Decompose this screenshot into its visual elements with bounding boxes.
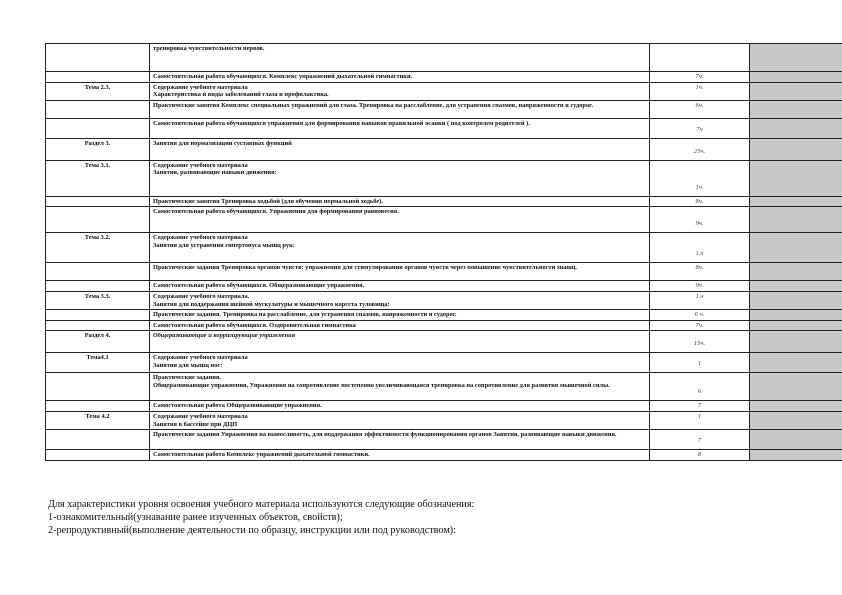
table-row	[46, 82, 842, 100]
hours-cell	[650, 401, 750, 412]
hours-value: 15ч.	[693, 340, 706, 348]
topic-cell	[46, 196, 150, 207]
level-cell	[750, 281, 842, 292]
hours-cell	[650, 196, 750, 207]
level-cell	[750, 118, 842, 138]
hours-cell	[650, 373, 750, 401]
topic-cell: Тема 3.3.	[46, 291, 150, 309]
hours-cell	[650, 430, 750, 450]
hours-value: 1ч.	[695, 83, 704, 91]
hours-cell	[650, 263, 750, 281]
level-cell	[750, 310, 842, 321]
hours-cell	[650, 138, 750, 160]
hours-value: 7ч.	[695, 321, 704, 329]
level-cell	[750, 320, 842, 331]
topic-cell	[46, 263, 150, 281]
topic-cell	[46, 100, 150, 118]
content-cell	[150, 44, 650, 72]
table-row	[46, 138, 842, 160]
content-cell	[150, 353, 650, 373]
legend-level-2: 2-репродуктивный(выполнение деятельности по образцу, инструкции или под руководством):	[48, 525, 456, 536]
level-cell	[750, 373, 842, 401]
hours-value: 8ч.	[695, 264, 704, 272]
hours-value: 1.ч	[695, 250, 704, 258]
hours-cell	[650, 353, 750, 373]
content-line: Практические задания. Тренировка на расслабление, для устранения спазмов, напряженности и судорог.	[153, 311, 457, 319]
content-cell	[150, 263, 650, 281]
level-cell	[750, 138, 842, 160]
content-line: Самостоятельная работа обучающихся. Комплекс упражнений дыхательной гимнастики.	[153, 73, 413, 80]
level-cell	[750, 353, 842, 373]
content-line: Самостоятельная работа Общеразвивающие упражнения.	[153, 402, 322, 410]
table-row	[46, 401, 842, 412]
hours-value: 8	[697, 451, 702, 459]
content-cell	[150, 82, 650, 100]
level-cell	[750, 430, 842, 450]
content-cell	[150, 373, 650, 401]
hours-value: 6ч.	[695, 101, 704, 109]
content-cell	[150, 310, 650, 321]
table-row	[46, 207, 842, 233]
content-line: Содержание учебного материала	[153, 83, 248, 91]
level-cell	[750, 207, 842, 233]
content-cell	[150, 233, 650, 263]
content-cell	[150, 207, 650, 233]
table-row	[46, 411, 842, 429]
content-line: Общеразвивающие упражнения, Упражнения на сопротивление постепенно увеличивающаяся тренировка на сопротивление для развития мышечной силы.	[153, 381, 610, 389]
topic-cell: Тема4.1	[46, 353, 150, 373]
legend-level-1: 1-ознакомительный(узнавание ранее изученных объектов, свойств);	[48, 512, 343, 523]
hours-cell	[650, 450, 750, 461]
content-cell	[150, 291, 650, 309]
level-cell	[750, 82, 842, 100]
content-line: Самостоятельная работа обучающихся. Общеразвивающие упражнения.	[153, 282, 365, 290]
content-line: Практические занятия Комплекс специальных упражнений для глаза. Тренировка на расслабление, для устранения спазмов, напряженности и судорог.	[153, 101, 593, 109]
content-line: Занятия для мышц ног:	[153, 361, 223, 369]
table-row	[46, 450, 842, 461]
content-line: Занятия для устранения гипертонуса мышц рук:	[153, 241, 295, 249]
level-cell	[750, 233, 842, 263]
table-row	[46, 331, 842, 353]
table-row	[46, 320, 842, 331]
hours-cell	[650, 411, 750, 429]
topic-cell: Тема 3.2.	[46, 233, 150, 263]
content-line: Содержание учебного материала	[153, 234, 248, 242]
level-cell	[750, 263, 842, 281]
level-cell	[750, 160, 842, 196]
topic-cell	[46, 430, 150, 450]
topic-cell	[46, 207, 150, 233]
table-body	[46, 44, 842, 461]
table-row	[46, 353, 842, 373]
content-line: Практические занятия Тренировка ходьбой (для обучения нормальной ходьбе).	[153, 197, 383, 205]
content-cell	[150, 331, 650, 353]
content-line: Занятия для поддержания шейной мускулатуры и мышечного корсета туловища:	[153, 300, 390, 308]
topic-cell: Тема 3.1.	[46, 160, 150, 196]
hours-value: 7ч	[696, 125, 703, 133]
content-line: Самостоятельная работа обучающихся упражнения для формирования навыков правильной осанки ( под контролем родителей ).	[153, 119, 530, 127]
content-line: Самостоятельная работа обучающихся. Упражнения для формирования равновесия.	[153, 208, 399, 216]
topic-cell	[46, 44, 150, 72]
content-line: Содержание учебного материала	[153, 161, 248, 169]
hours-value: 6	[697, 388, 702, 396]
content-line: Содержание учебного материала	[153, 412, 248, 420]
content-line: Характеристика и виды заболеваний глаза и профилактика.	[153, 91, 329, 99]
hours-cell	[650, 118, 750, 138]
topic-cell	[46, 450, 150, 461]
table-row	[46, 72, 842, 83]
hours-value: 7	[697, 402, 702, 410]
content-line: Содержание учебного материала	[153, 354, 248, 362]
content-line: Занятия для нормализации суставных функций	[153, 139, 292, 147]
content-cell	[150, 160, 650, 196]
level-cell	[750, 450, 842, 461]
content-line: Практические задания Упражнения на выносливость, для поддержания эффективности функционирования органов Занятия, развивающие навыки движения.	[153, 431, 617, 439]
hours-value: 9ч.	[695, 220, 704, 228]
table-row	[46, 196, 842, 207]
topic-cell	[46, 310, 150, 321]
hours-cell	[650, 233, 750, 263]
level-cell	[750, 401, 842, 412]
table-row	[46, 281, 842, 292]
table-row	[46, 263, 842, 281]
hours-value: 1ч.	[695, 183, 704, 191]
hours-cell	[650, 281, 750, 292]
hours-cell	[650, 320, 750, 331]
level-cell	[750, 72, 842, 83]
hours-cell	[650, 72, 750, 83]
content-line: Занятия в бассейне при ДЦП	[153, 420, 238, 428]
table-row	[46, 373, 842, 401]
content-line: Самостоятельная работа Комплекс упражнений дыхательной гимнастики.	[153, 451, 370, 459]
hours-value: 9ч.	[695, 282, 704, 290]
hours-value: 8ч.	[695, 197, 704, 205]
content-cell	[150, 430, 650, 450]
table-row	[46, 118, 842, 138]
content-cell	[150, 196, 650, 207]
content-cell	[150, 72, 650, 83]
hours-value: 25ч.	[693, 147, 706, 155]
topic-cell	[46, 72, 150, 83]
level-cell	[750, 331, 842, 353]
level-cell	[750, 411, 842, 429]
topic-cell: Тема 4.2	[46, 411, 150, 429]
hours-value: 1.ч	[695, 292, 704, 300]
table-row	[46, 160, 842, 196]
hours-value: 7	[697, 437, 702, 445]
content-line: Практические задания.	[153, 374, 221, 382]
table-row	[46, 44, 842, 72]
topic-cell	[46, 401, 150, 412]
content-cell	[150, 450, 650, 461]
content-cell	[150, 401, 650, 412]
content-cell	[150, 100, 650, 118]
legend-notes	[48, 498, 808, 537]
content-cell	[150, 138, 650, 160]
content-cell	[150, 281, 650, 292]
topic-cell	[46, 281, 150, 292]
hours-cell	[650, 160, 750, 196]
hours-value: 7ч.	[695, 73, 704, 80]
table-row	[46, 430, 842, 450]
topic-cell	[46, 320, 150, 331]
content-cell	[150, 411, 650, 429]
content-line: Общеразвивающие и корригирующие упражнения	[153, 332, 296, 340]
hours-cell	[650, 100, 750, 118]
legend-intro: Для характеристики уровня освоения учебного материала используются следующие обозначения:	[48, 499, 475, 510]
table-row	[46, 310, 842, 321]
content-cell	[150, 320, 650, 331]
hours-cell	[650, 331, 750, 353]
level-cell	[750, 291, 842, 309]
hours-value: 1	[697, 412, 702, 420]
level-cell	[750, 196, 842, 207]
topic-cell: Раздел 4.	[46, 331, 150, 353]
content-line: Практические задания Тренировка органов чувств: упражнения для стимулирования органов чувств через повышение чувствительности мышц.	[153, 264, 577, 272]
hours-value: 1	[697, 360, 702, 368]
hours-cell	[650, 44, 750, 72]
content-cell	[150, 118, 650, 138]
topic-cell: Раздел 3.	[46, 138, 150, 160]
content-line: Занятия, развивающие навыки движения:	[153, 169, 277, 177]
topic-cell	[46, 373, 150, 401]
hours-cell	[650, 82, 750, 100]
level-cell	[750, 44, 842, 72]
content-line: Содержание учебного материала.	[153, 292, 250, 300]
content-line: Самостоятельная работа обучающихся. Оздоровительная гимнастика	[153, 321, 356, 329]
table-row	[46, 291, 842, 309]
curriculum-table	[45, 43, 842, 461]
table-row	[46, 233, 842, 263]
content-line: тренировка чувствительности нервов.	[153, 45, 265, 52]
topic-cell	[46, 118, 150, 138]
hours-cell	[650, 207, 750, 233]
table-row	[46, 100, 842, 118]
hours-cell	[650, 310, 750, 321]
topic-cell: Тема 2.3.	[46, 82, 150, 100]
hours-value: 6 ч.	[694, 311, 705, 319]
level-cell	[750, 100, 842, 118]
hours-cell	[650, 291, 750, 309]
